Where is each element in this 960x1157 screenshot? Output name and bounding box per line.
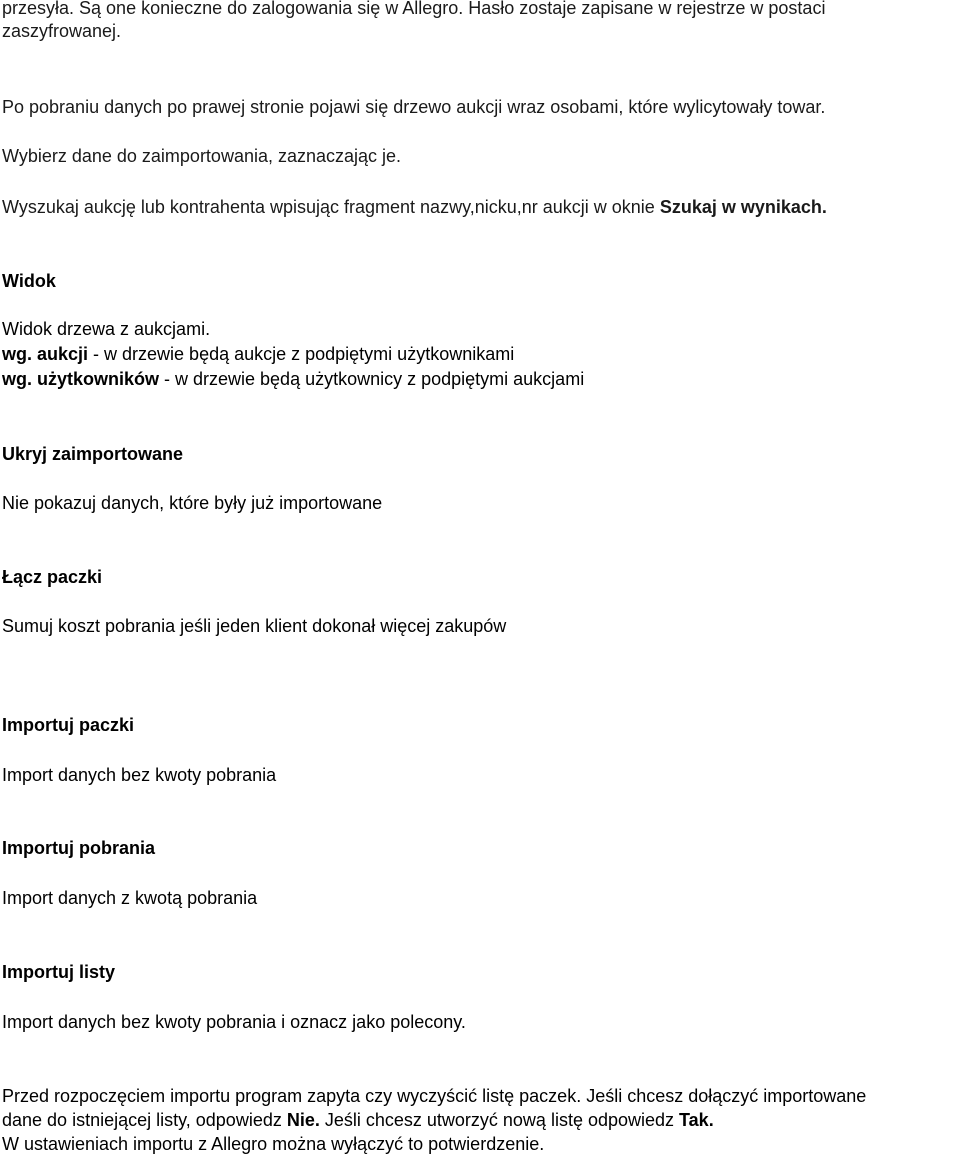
answer-no: Nie. — [286, 1110, 320, 1130]
importuj-pobrania-heading: Importuj pobrania — [2, 838, 155, 858]
search-results-label: Szukaj w wynikach. — [659, 197, 827, 217]
importuj-listy-heading: Importuj listy — [2, 962, 116, 982]
intro-line-3: Po pobraniu danych po prawej stronie pojawi się drzewo aukcji wraz osobami, które wylicytowały towar. — [2, 97, 826, 117]
widok-heading: Widok — [2, 271, 56, 291]
widok-option-uzytkownikow — [2, 368, 584, 390]
final-line-3: W ustawieniach importu z Allegro można wyłączyć to potwierdzenie. — [2, 1134, 545, 1154]
ukryj-heading: Ukryj zaimportowane — [2, 444, 184, 464]
intro-line-2: zaszyfrowanej. — [2, 21, 122, 41]
widok-option-uzytkownikow-label: wg. użytkowników — [2, 369, 160, 389]
lacz-description: Sumuj koszt pobrania jeśli jeden klient dokonał więcej zakupów — [2, 616, 507, 636]
final-line-2 — [2, 1109, 714, 1131]
intro-line-5 — [2, 196, 827, 218]
widok-option-aukcji — [2, 343, 514, 365]
importuj-paczki-heading: Importuj paczki — [2, 715, 135, 735]
widok-option-aukcji-text: - w drzewie będą aukcje z podpiętymi użytkownikami — [88, 344, 515, 364]
widok-option-aukcji-label: wg. aukcji — [2, 344, 89, 364]
widok-option-uzytkownikow-text: - w drzewie będą użytkownicy z podpiętymi aukcjami — [159, 369, 585, 389]
intro-line-1: przesyła. Są one konieczne do zalogowania się w Allegro. Hasło zostaje zapisane w rejestrze w postaci — [2, 0, 826, 18]
intro-line-5-text: Wyszukaj aukcję lub kontrahenta wpisując fragment nazwy,nicku,nr aukcji w oknie — [2, 197, 660, 217]
importuj-listy-description: Import danych bez kwoty pobrania i oznacz jako polecony. — [2, 1012, 466, 1032]
final-line-1: Przed rozpoczęciem importu program zapyta czy wyczyścić listę paczek. Jeśli chcesz dołączyć importowane — [2, 1086, 867, 1106]
importuj-paczki-description: Import danych bez kwoty pobrania — [2, 765, 277, 785]
ukryj-description: Nie pokazuj danych, które były już importowane — [2, 493, 383, 513]
importuj-pobrania-description: Import danych z kwotą pobrania — [2, 888, 258, 908]
widok-description: Widok drzewa z aukcjami. — [2, 319, 211, 339]
final-line-2-a: dane do istniejącej listy, odpowiedz — [2, 1110, 287, 1130]
answer-yes: Tak. — [679, 1110, 714, 1130]
lacz-heading: Łącz paczki — [2, 567, 103, 587]
final-line-2-c: Jeśli chcesz utworzyć nową listę odpowiedz — [319, 1110, 680, 1130]
intro-line-4: Wybierz dane do zaimportowania, zaznaczając je. — [2, 146, 402, 166]
